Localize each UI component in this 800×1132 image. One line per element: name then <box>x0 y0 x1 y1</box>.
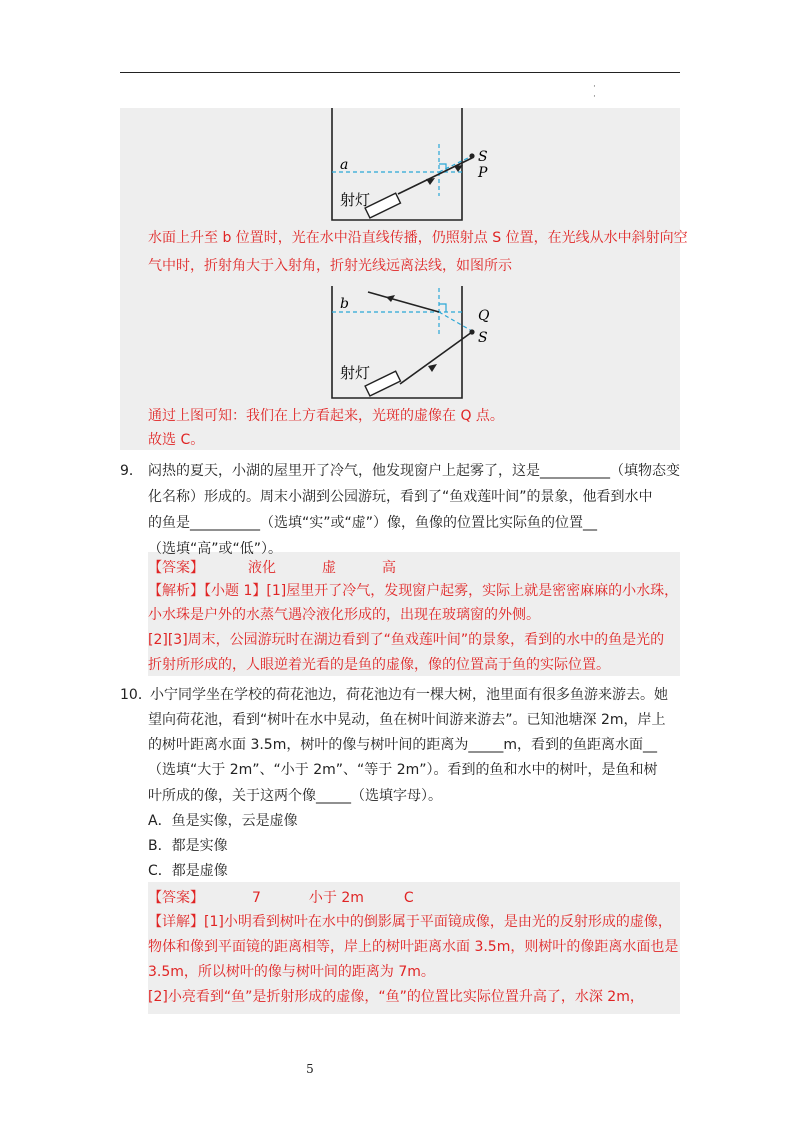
prev-line-2: 气中时，折射角大于入射角，折射光线远离法线，如图所示 <box>148 258 512 274</box>
q9-answer-1: 液化 <box>248 560 276 576</box>
q10-line-5: 叶所成的像，关于这两个像_____（选填字母）。 <box>148 788 442 804</box>
label-s: S <box>478 149 488 165</box>
header-dots: · · <box>593 82 596 102</box>
q9-line-1: 闷热的夏天，小湖的屋里开了冷气，他发现窗户上起雾了，这是__________（填物态变 <box>148 463 680 479</box>
q10-answer-tag: 【答案】 <box>148 890 204 906</box>
prev-line-3: 通过上图可知：我们在上方看起来，光斑的虚像在 Q 点。 <box>148 408 504 424</box>
q10-line-4: （选填“大于 2m”、“小于 2m”、“等于 2m”）。看到的鱼和水中的树叶，是鱼和树 <box>148 762 658 778</box>
q10-detail-3: 3.5m，所以树叶的像与树叶间的距离为 7m。 <box>148 964 435 980</box>
q10-detail-4: [2]小亮看到“鱼”是折射形成的虚像，“鱼”的位置比实际位置升高了，水深 2m， <box>148 989 644 1005</box>
q9-analysis-4: 折射所形成的，人眼逆着光看的是鱼的虚像，像的位置高于鱼的实际位置。 <box>148 657 610 673</box>
q10-option-c: C．都是虚像 <box>148 863 228 879</box>
q9-analysis-2: 小水珠是户外的水蒸气遇冷液化形成的，出现在玻璃窗的外侧。 <box>148 607 540 623</box>
lamp-label-2: 射灯 <box>340 364 371 382</box>
label-a: a <box>340 157 349 173</box>
q10-line-1: 小宁同学坐在学校的荷花池边，荷花池边有一棵大树，池里面有很多鱼游来游去。她 <box>150 687 668 703</box>
q9-number: 9． <box>120 463 143 479</box>
q10-detail-1: 【详解】[1]小明看到树叶在水中的倒影属于平面镜成像，是由光的反射形成的虚像， <box>148 914 672 930</box>
q10-option-b: B．都是实像 <box>148 838 228 854</box>
q10-number: 10． <box>120 687 152 703</box>
q9-line-4: （选填“高”或“低”）。 <box>148 541 283 557</box>
q9-line-3: 的鱼是__________（选填“实”或“虚”）像，鱼像的位置比实际鱼的位置__ <box>148 515 598 531</box>
prev-line-4: 故选 C。 <box>148 432 205 448</box>
label-p: P <box>478 165 488 181</box>
figure-water-level-b <box>328 284 498 402</box>
page-number: 5 <box>306 1062 314 1076</box>
label-q: Q <box>478 308 490 324</box>
header-rule <box>120 72 680 73</box>
q10-answer-row <box>148 888 414 908</box>
q10-answer-1: 7 <box>252 890 261 906</box>
label-b: b <box>340 296 349 312</box>
q10-line-3: 的树叶距离水面 3.5m，树叶的像与树叶间的距离为_____m，看到的鱼距离水面__ <box>148 737 657 753</box>
q10-answer-3: C <box>403 890 414 906</box>
figure-water-level-a <box>328 106 498 224</box>
q9-analysis-3: [2][3]周末，公园游玩时在湖边看到了“鱼戏莲叶间”的景象，看到的水中的鱼是光的 <box>148 632 665 648</box>
q9-line-2: 化名称）形成的。周末小湖到公园游玩，看到了“鱼戏莲叶间”的景象，他看到水中 <box>148 489 653 505</box>
prev-line-1: 水面上升至 b 位置时，光在水中沿直线传播，仍照射点 S 位置，在光线从水中斜射向空 <box>148 230 688 246</box>
q9-answer-3: 高 <box>382 560 396 576</box>
lamp-label: 射灯 <box>340 191 371 209</box>
q9-answer-tag: 【答案】 <box>148 560 204 576</box>
q9-answer-2: 虚 <box>322 560 336 576</box>
q10-line-2: 望向荷花池，看到“树叶在水中晃动，鱼在树叶间游来游去”。已知池塘深 2m，岸上 <box>148 712 666 728</box>
q10-answer-2: 小于 2m <box>308 890 364 906</box>
label-s2: S <box>478 330 488 346</box>
q9-analysis-1: 【解析】【小题 1】[1]屋里开了冷气，发现窗户起雾，实际上就是密密麻麻的小水珠， <box>148 583 679 599</box>
q10-detail-2: 物体和像到平面镜的距离相等，岸上的树叶距离水面 3.5m，则树叶的像距离水面也是 <box>148 939 679 955</box>
q9-answer-row <box>148 558 396 578</box>
q10-option-a: A．鱼是实像，云是虚像 <box>148 813 298 829</box>
